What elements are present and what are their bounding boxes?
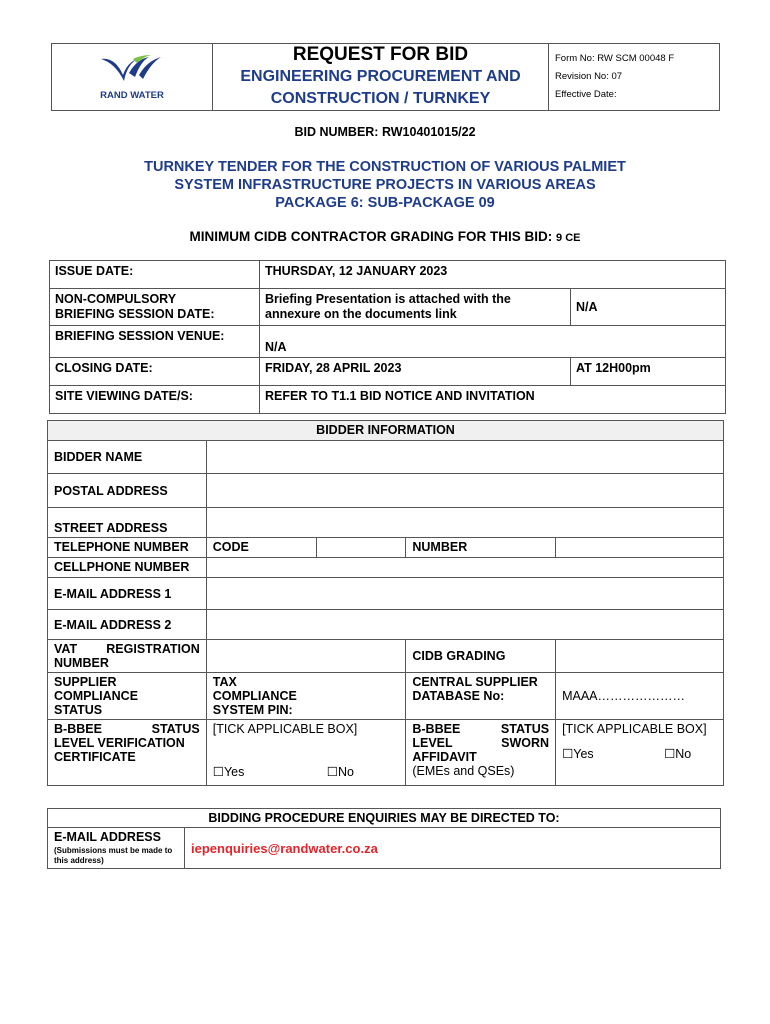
tender-title-line1: TURNKEY TENDER FOR THE CONSTRUCTION OF VARIOUS PALMIET <box>144 159 626 175</box>
supplier-line2: COMPLIANCE <box>54 689 139 703</box>
vat-label <box>48 640 207 673</box>
csd-label <box>406 673 556 720</box>
venue-value: N/A <box>260 326 726 358</box>
supplier-line1: SUPPLIER <box>54 675 117 689</box>
closing-date-value: FRIDAY, 28 APRIL 2023 <box>260 358 571 386</box>
telephone-number-label: NUMBER <box>406 538 556 558</box>
street-address-label: STREET ADDRESS <box>48 508 207 538</box>
bidder-table <box>47 420 724 786</box>
telephone-label: TELEPHONE NUMBER <box>48 538 207 558</box>
meta-cell <box>549 44 720 111</box>
cidb-value: 9 CE <box>556 232 581 244</box>
rand-water-logo-icon <box>97 53 167 83</box>
email1-field[interactable] <box>206 578 723 610</box>
briefing-label-line2: BRIEFING SESSION DATE: <box>55 307 215 321</box>
enquiries-heading: BIDDING PROCEDURE ENQUIRIES MAY BE DIRECTED TO: <box>48 809 721 828</box>
bidder-name-field[interactable] <box>206 441 723 474</box>
sworn-line4: (EMEs and QSEs) <box>412 764 515 778</box>
cidb-grading-line <box>0 229 770 244</box>
form-subtitle-line2: CONSTRUCTION / TURNKEY <box>270 90 491 107</box>
supplier-line3: STATUS <box>54 703 103 717</box>
vat-label-line2: NUMBER <box>54 656 109 670</box>
csd-line2: DATABASE No: <box>412 689 505 703</box>
email1-label: E-MAIL ADDRESS 1 <box>48 578 207 610</box>
sworn-affidavit-label <box>406 720 556 786</box>
bbbee-line1: B-BBEE STATUS <box>54 722 200 736</box>
bbbee-line2: LEVEL VERIFICATION <box>54 736 185 750</box>
cellphone-field[interactable] <box>206 558 723 578</box>
street-address-field[interactable] <box>206 508 723 538</box>
email2-field[interactable] <box>206 610 723 640</box>
certificate-yes-checkbox[interactable]: ☐Yes <box>212 765 245 779</box>
affidavit-no-checkbox[interactable]: ☐No <box>664 747 692 761</box>
tender-title <box>0 158 770 212</box>
telephone-code-field[interactable] <box>316 538 406 558</box>
cidb-label: MINIMUM CIDB CONTRACTOR GRADING FOR THIS BID: <box>189 229 553 244</box>
site-viewing-value: REFER TO T1.1 BID NOTICE AND INVITATION <box>260 386 726 414</box>
header-table <box>51 43 720 111</box>
telephone-number-field[interactable] <box>556 538 724 558</box>
bidder-info-heading: BIDDER INFORMATION <box>48 421 724 441</box>
tender-title-line3: PACKAGE 6: SUB-PACKAGE 09 <box>275 195 495 211</box>
tax-compliance-label <box>206 673 406 720</box>
briefing-date-label <box>50 289 260 326</box>
issue-date-value: THURSDAY, 12 JANUARY 2023 <box>260 261 726 289</box>
bbbee-certificate-label <box>48 720 207 786</box>
tender-title-line2: SYSTEM INFRASTRUCTURE PROJECTS IN VARIOUS AREAS <box>174 177 596 193</box>
telephone-code-label: CODE <box>206 538 316 558</box>
cidb-grading-field[interactable] <box>556 640 724 673</box>
venue-label: BRIEFING SESSION VENUE: <box>50 326 260 358</box>
sworn-line2: LEVEL SWORN <box>412 736 550 750</box>
certificate-no-checkbox[interactable]: ☐No <box>326 765 354 779</box>
tick-instruction-1: [TICK APPLICABLE BOX] <box>212 722 358 736</box>
site-viewing-label: SITE VIEWING DATE/S: <box>50 386 260 414</box>
form-title: REQUEST FOR BID <box>292 44 469 65</box>
vat-label-line1: VAT REGISTRATION <box>54 642 200 656</box>
form-number: Form No: RW SCM 00048 F <box>555 53 675 64</box>
briefing-label-line1: NON-COMPULSORY <box>55 292 177 306</box>
briefing-value-line2: annexure on the documents link <box>265 307 457 321</box>
sworn-line1: B-BBEE STATUS <box>412 722 550 736</box>
tax-line2: COMPLIANCE <box>212 689 297 703</box>
affidavit-yes-checkbox[interactable]: ☐Yes <box>562 747 594 761</box>
title-cell <box>213 44 549 111</box>
enquiries-email-link[interactable]: iepenquiries@randwater.co.za <box>191 840 378 856</box>
closing-date-label: CLOSING DATE: <box>50 358 260 386</box>
enquiries-email-label: E-MAIL ADDRESS <box>54 830 161 844</box>
email2-label: E-MAIL ADDRESS 2 <box>48 610 207 640</box>
cellphone-label: CELLPHONE NUMBER <box>48 558 207 578</box>
briefing-value-line1: Briefing Presentation is attached with the <box>265 292 511 306</box>
bbbee-certificate-tick <box>206 720 406 786</box>
briefing-na: N/A <box>571 289 726 326</box>
enquiries-email-label-cell <box>48 828 185 869</box>
briefing-date-value <box>260 289 571 326</box>
tax-line1: TAX <box>212 675 237 689</box>
csd-line1: CENTRAL SUPPLIER <box>412 675 538 689</box>
tax-line3: SYSTEM PIN: <box>212 703 293 717</box>
bidder-name-label: BIDDER NAME <box>48 441 207 474</box>
postal-address-field[interactable] <box>206 474 723 508</box>
bbbee-line3: CERTIFICATE <box>54 750 136 764</box>
sworn-line3: AFFIDAVIT <box>412 750 477 764</box>
effective-date: Effective Date: <box>555 89 617 100</box>
closing-time: AT 12H00pm <box>571 358 726 386</box>
logo-cell <box>52 44 213 111</box>
logo-text: RAND WATER <box>100 90 164 101</box>
cidb-grading-label: CIDB GRADING <box>406 640 556 673</box>
postal-address-label: POSTAL ADDRESS <box>48 474 207 508</box>
form-subtitle-line1: ENGINEERING PROCUREMENT AND <box>240 68 521 85</box>
issue-date-label: ISSUE DATE: <box>50 261 260 289</box>
enquiries-email-cell <box>185 828 721 869</box>
sworn-affidavit-tick <box>556 720 724 786</box>
submission-note: (Submissions must be made to this address) <box>54 846 173 865</box>
dates-table <box>49 260 726 414</box>
tick-instruction-2: [TICK APPLICABLE BOX] <box>562 722 707 736</box>
csd-number-field[interactable]: MAAA………………… <box>556 673 724 720</box>
revision-number: Revision No: 07 <box>555 71 623 82</box>
supplier-compliance-label <box>48 673 207 720</box>
vat-field[interactable] <box>206 640 406 673</box>
bid-number: BID NUMBER: RW10401015/22 <box>294 125 476 139</box>
enquiries-table <box>47 808 721 869</box>
